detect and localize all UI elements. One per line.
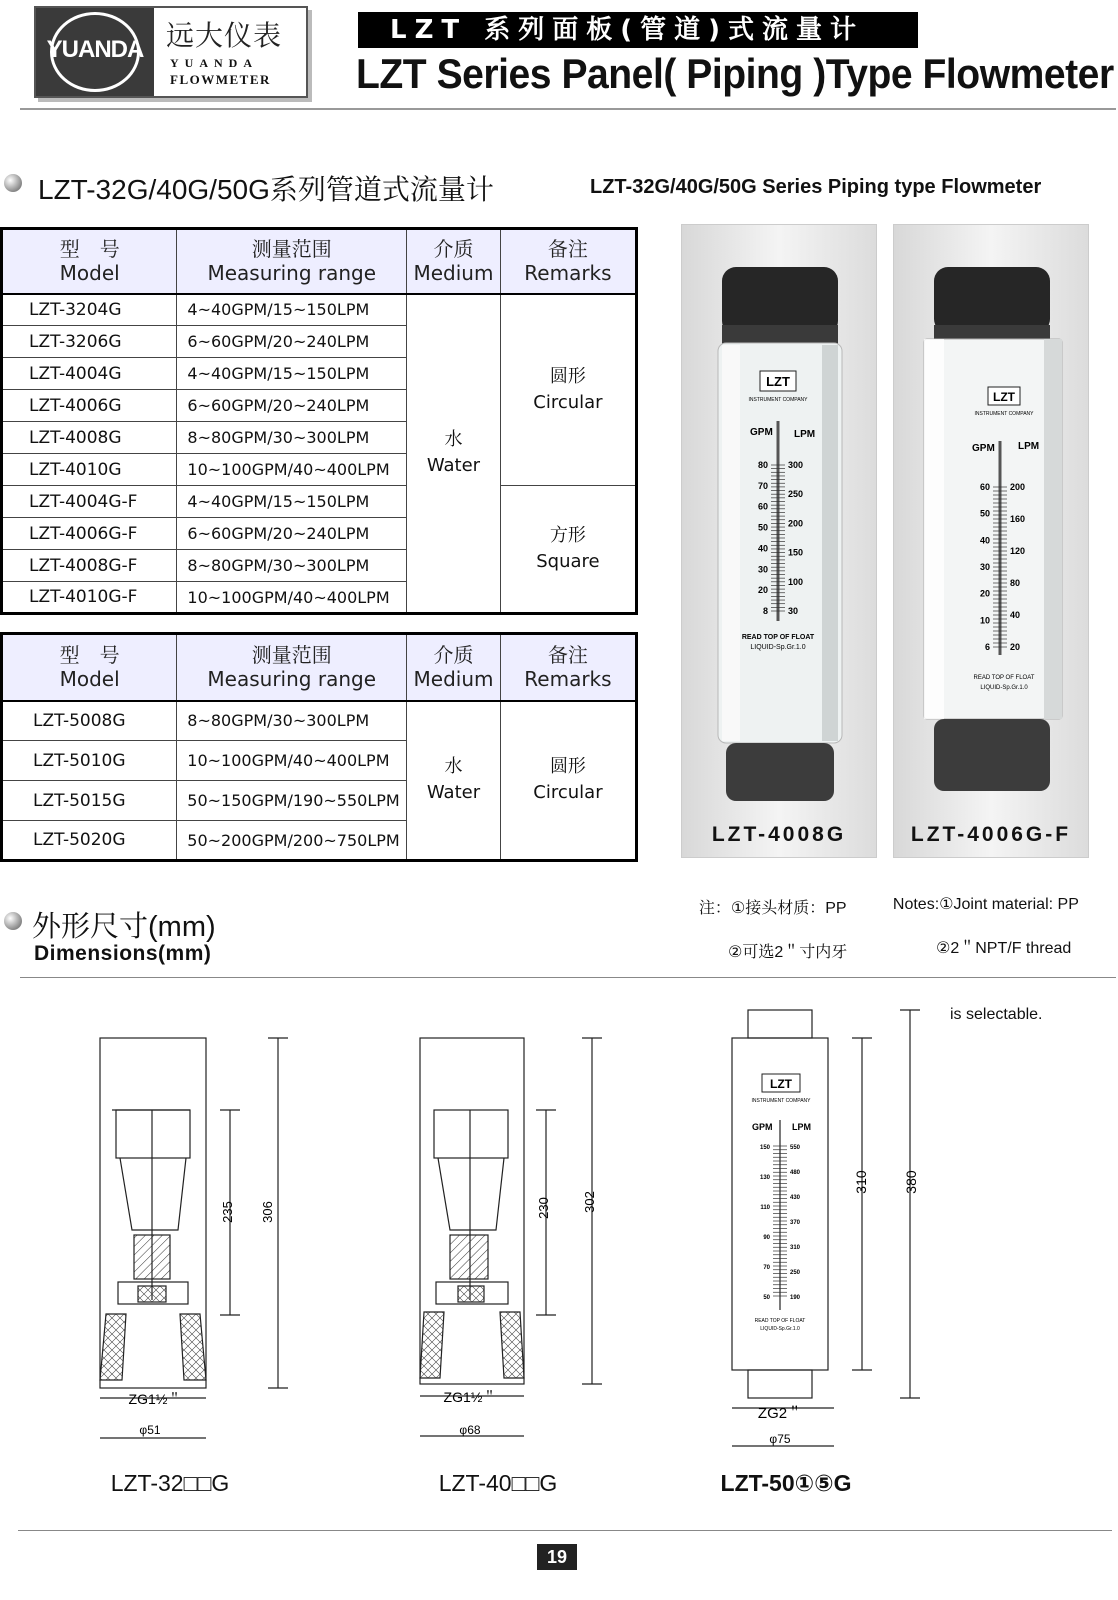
section-title-en: LZT-32G/40G/50G Series Piping type Flowmeter <box>590 176 1042 198</box>
lpm-tick-label: 480 <box>790 1170 801 1176</box>
lpm-tick-label: 100 <box>788 576 804 587</box>
remark-circular-cell: 圆形 Circular <box>500 294 636 486</box>
gpm-tick-label: 110 <box>760 1205 770 1211</box>
section-title-cn: LZT-32G/40G/50G系列管道式流量计 <box>38 174 494 205</box>
dim-thread: ZG1½＂ <box>128 1391 182 1407</box>
gpm-tick-label: 40 <box>757 543 768 554</box>
section-bullet-icon <box>4 174 22 192</box>
photo-float-note: READ TOP OF FLOAT <box>741 634 815 641</box>
logo-chinese-name: 远大仪表 <box>166 19 283 52</box>
photo-company: INSTRUMENT COMPANY <box>748 397 808 403</box>
model-cell: LZT-5015G <box>2 781 177 821</box>
header-model: 型 号 Model <box>2 634 177 701</box>
table-row <box>2 294 637 326</box>
header-remarks: 备注 Remarks <box>500 634 636 701</box>
drawing-liquid-note: LIQUID-Sp.Gr.1.0 <box>760 1326 800 1332</box>
dimensions-title-en: Dimensions(mm) <box>34 942 212 965</box>
photo-brand: LZT <box>766 374 790 389</box>
dim-inner: 310 <box>853 1170 869 1194</box>
header-remarks: 备注 Remarks <box>500 229 636 294</box>
drawing-caption: LZT-50①⑤G <box>720 1470 852 1496</box>
model-cell: LZT-4010G-F <box>2 582 177 614</box>
dim-inner: 230 <box>536 1197 551 1219</box>
section-bullet-icon <box>4 912 22 930</box>
product-photo-4008g <box>681 224 877 858</box>
dim-total: 306 <box>260 1201 275 1223</box>
notes-en: Notes:①Joint material: PP ②2＂NPT/F thread is selectable. <box>892 896 1079 1023</box>
chinese-title-banner: LZT 系列面板(管道)式流量计 <box>358 12 918 48</box>
photo-company: INSTRUMENT COMPANY <box>974 411 1034 417</box>
lpm-tick-label: 80 <box>1010 578 1021 588</box>
gpm-tick-label: 80 <box>757 460 768 470</box>
gpm-tick-label: 50 <box>757 522 768 533</box>
photo-caption: LZT-4006G-F <box>910 823 1072 846</box>
range-cell: 4~40GPM/15~150LPM <box>177 294 407 326</box>
photo-gpm-label: GPM <box>750 427 773 438</box>
gpm-tick-label: 20 <box>757 585 768 596</box>
gpm-tick-label: 60 <box>979 482 990 492</box>
logo-english-line1: YUANDA <box>170 56 258 70</box>
drawing-caption: LZT-40□□G <box>438 1470 558 1496</box>
range-cell: 8~80GPM/30~300LPM <box>177 550 407 582</box>
medium-cell: 水 Water <box>407 701 501 861</box>
product-photo-4006g-f <box>893 224 1089 858</box>
spec-table-50 <box>0 632 638 862</box>
lpm-tick-label: 550 <box>790 1145 801 1151</box>
lpm-tick-label: 370 <box>790 1220 801 1226</box>
range-cell: 10~100GPM/40~400LPM <box>177 741 407 781</box>
lpm-tick-label: 200 <box>788 518 804 529</box>
header-medium: 介质 Medium <box>407 229 501 294</box>
gpm-tick-label: 70 <box>763 1265 770 1271</box>
model-cell: LZT-5010G <box>2 741 177 781</box>
table-row <box>2 486 637 518</box>
dim-total: 302 <box>582 1191 597 1213</box>
notes-cn: 注：①接头材质：PP ②可选2＂寸内牙 <box>698 900 848 961</box>
logo-emblem <box>36 8 154 96</box>
logo-english-line2: FLOWMETER <box>170 72 271 87</box>
dim-thread: ZG2＂ <box>757 1405 803 1422</box>
photo-lpm-label: LPM <box>794 429 816 440</box>
model-cell: LZT-5008G <box>2 701 177 741</box>
table-header-row <box>2 634 637 701</box>
drawing-lpm-label: LPM <box>792 1122 811 1132</box>
medium-cell: 水 Water <box>407 294 501 614</box>
range-cell: 10~100GPM/40~400LPM <box>177 454 407 486</box>
photo-gpm-label: GPM <box>972 443 995 454</box>
drawing-float-note: READ TOP OF FLOAT <box>754 1318 806 1324</box>
drawing-lzt40 <box>420 1038 602 1436</box>
flowmeter-round-illustration <box>682 225 878 825</box>
header-range: 测量范围 Measuring range <box>177 229 407 294</box>
lpm-tick-label: 300 <box>788 460 804 470</box>
range-cell: 10~100GPM/40~400LPM <box>177 582 407 614</box>
gpm-tick-label: 20 <box>979 588 990 599</box>
gpm-tick-label: 90 <box>763 1235 770 1241</box>
gpm-tick-label: 70 <box>757 480 768 491</box>
lpm-tick-label: 250 <box>788 489 804 500</box>
lpm-tick-label: 160 <box>1010 514 1026 524</box>
lpm-tick-label: 190 <box>790 1295 801 1301</box>
photo-lpm-label: LPM <box>1018 441 1040 452</box>
drawing-brand: LZT <box>770 1077 792 1091</box>
drawing-lzt50 <box>732 1010 920 1446</box>
range-cell: 6~60GPM/20~240LPM <box>177 326 407 358</box>
model-cell: LZT-4006G-F <box>2 518 177 550</box>
spec-table-32-40 <box>0 227 638 615</box>
photo-liquid-note: LIQUID-Sp.Gr.1.0 <box>750 644 806 651</box>
model-cell: LZT-4008G-F <box>2 550 177 582</box>
model-cell: LZT-4004G-F <box>2 486 177 518</box>
lpm-tick-label: 150 <box>788 547 804 558</box>
header-divider <box>20 108 1116 110</box>
lpm-tick-label: 30 <box>788 606 799 616</box>
flowmeter-square-illustration <box>894 225 1090 825</box>
gpm-tick-label: 60 <box>757 501 768 512</box>
gpm-tick-label: 6 <box>984 642 990 652</box>
lpm-tick-label: 120 <box>1010 546 1026 556</box>
range-cell: 8~80GPM/30~300LPM <box>177 422 407 454</box>
range-cell: 4~40GPM/15~150LPM <box>177 486 407 518</box>
gpm-tick-label: 130 <box>759 1175 770 1181</box>
photo-float-note: READ TOP OF FLOAT <box>973 675 1035 681</box>
photo-brand: LZT <box>993 390 1015 404</box>
range-cell: 8~80GPM/30~300LPM <box>177 701 407 741</box>
drawing-lzt32 <box>100 1038 288 1438</box>
drawing-company: INSTRUMENT COMPANY <box>751 1098 811 1104</box>
lpm-tick-label: 250 <box>790 1270 801 1276</box>
lpm-tick-label: 430 <box>790 1195 801 1201</box>
gpm-tick-label: 8 <box>762 606 768 616</box>
header-medium: 介质 Medium <box>407 634 501 701</box>
lpm-tick-label: 310 <box>790 1245 801 1251</box>
model-cell: LZT-4006G <box>2 390 177 422</box>
model-cell: LZT-4010G <box>2 454 177 486</box>
dim-diameter: φ51 <box>139 1423 161 1437</box>
page-number: 19 <box>537 1544 577 1570</box>
model-cell: LZT-3206G <box>2 326 177 358</box>
range-cell: 6~60GPM/20~240LPM <box>177 518 407 550</box>
gpm-tick-label: 30 <box>757 564 768 575</box>
model-cell: LZT-5020G <box>2 821 177 861</box>
remark-circular-cell: 圆形 Circular <box>500 701 636 861</box>
gpm-tick-label: 50 <box>763 1295 770 1301</box>
dim-total: 380 <box>903 1170 919 1194</box>
header-range: 测量范围 Measuring range <box>177 634 407 701</box>
model-cell: LZT-3204G <box>2 294 177 326</box>
range-cell: 50~150GPM/190~550LPM <box>177 781 407 821</box>
model-cell: LZT-4008G <box>2 422 177 454</box>
footer-divider <box>18 1530 1112 1531</box>
lpm-tick-label: 20 <box>1010 642 1021 652</box>
company-logo <box>34 6 308 98</box>
photo-liquid-note: LIQUID-Sp.Gr.1.0 <box>980 685 1028 691</box>
photo-caption: LZT-4008G <box>711 823 847 846</box>
lpm-tick-label: 40 <box>1010 610 1021 620</box>
dim-inner: 235 <box>220 1201 235 1223</box>
model-cell: LZT-4004G <box>2 358 177 390</box>
dim-diameter: φ68 <box>459 1423 481 1437</box>
gpm-tick-label: 150 <box>759 1145 770 1151</box>
english-page-title: LZT Series Panel( Piping )Type Flowmeter <box>356 50 1114 97</box>
dim-diameter: φ75 <box>769 1432 791 1446</box>
table-row <box>2 701 637 741</box>
logo-wordmark: YUANDA <box>46 36 144 63</box>
section-divider <box>20 977 1116 978</box>
lpm-tick-label: 200 <box>1010 482 1026 492</box>
range-cell: 4~40GPM/15~150LPM <box>177 358 407 390</box>
range-cell: 6~60GPM/20~240LPM <box>177 390 407 422</box>
gpm-tick-label: 40 <box>979 535 990 546</box>
table-header-row <box>2 229 637 294</box>
dim-thread: ZG1½＂ <box>443 1389 497 1405</box>
header-model: 型 号 Model <box>2 229 177 294</box>
dimensions-title-cn: 外形尺寸(mm) <box>32 911 216 943</box>
dimension-drawings <box>0 990 1118 1470</box>
gpm-tick-label: 30 <box>979 562 990 572</box>
drawing-caption: LZT-32□□G <box>110 1470 230 1496</box>
range-cell: 50~200GPM/200~750LPM <box>177 821 407 861</box>
remark-square-cell: 方形 Square <box>500 486 636 614</box>
drawing-gpm-label: GPM <box>752 1122 773 1132</box>
gpm-tick-label: 50 <box>979 508 990 519</box>
gpm-tick-label: 10 <box>979 615 990 626</box>
